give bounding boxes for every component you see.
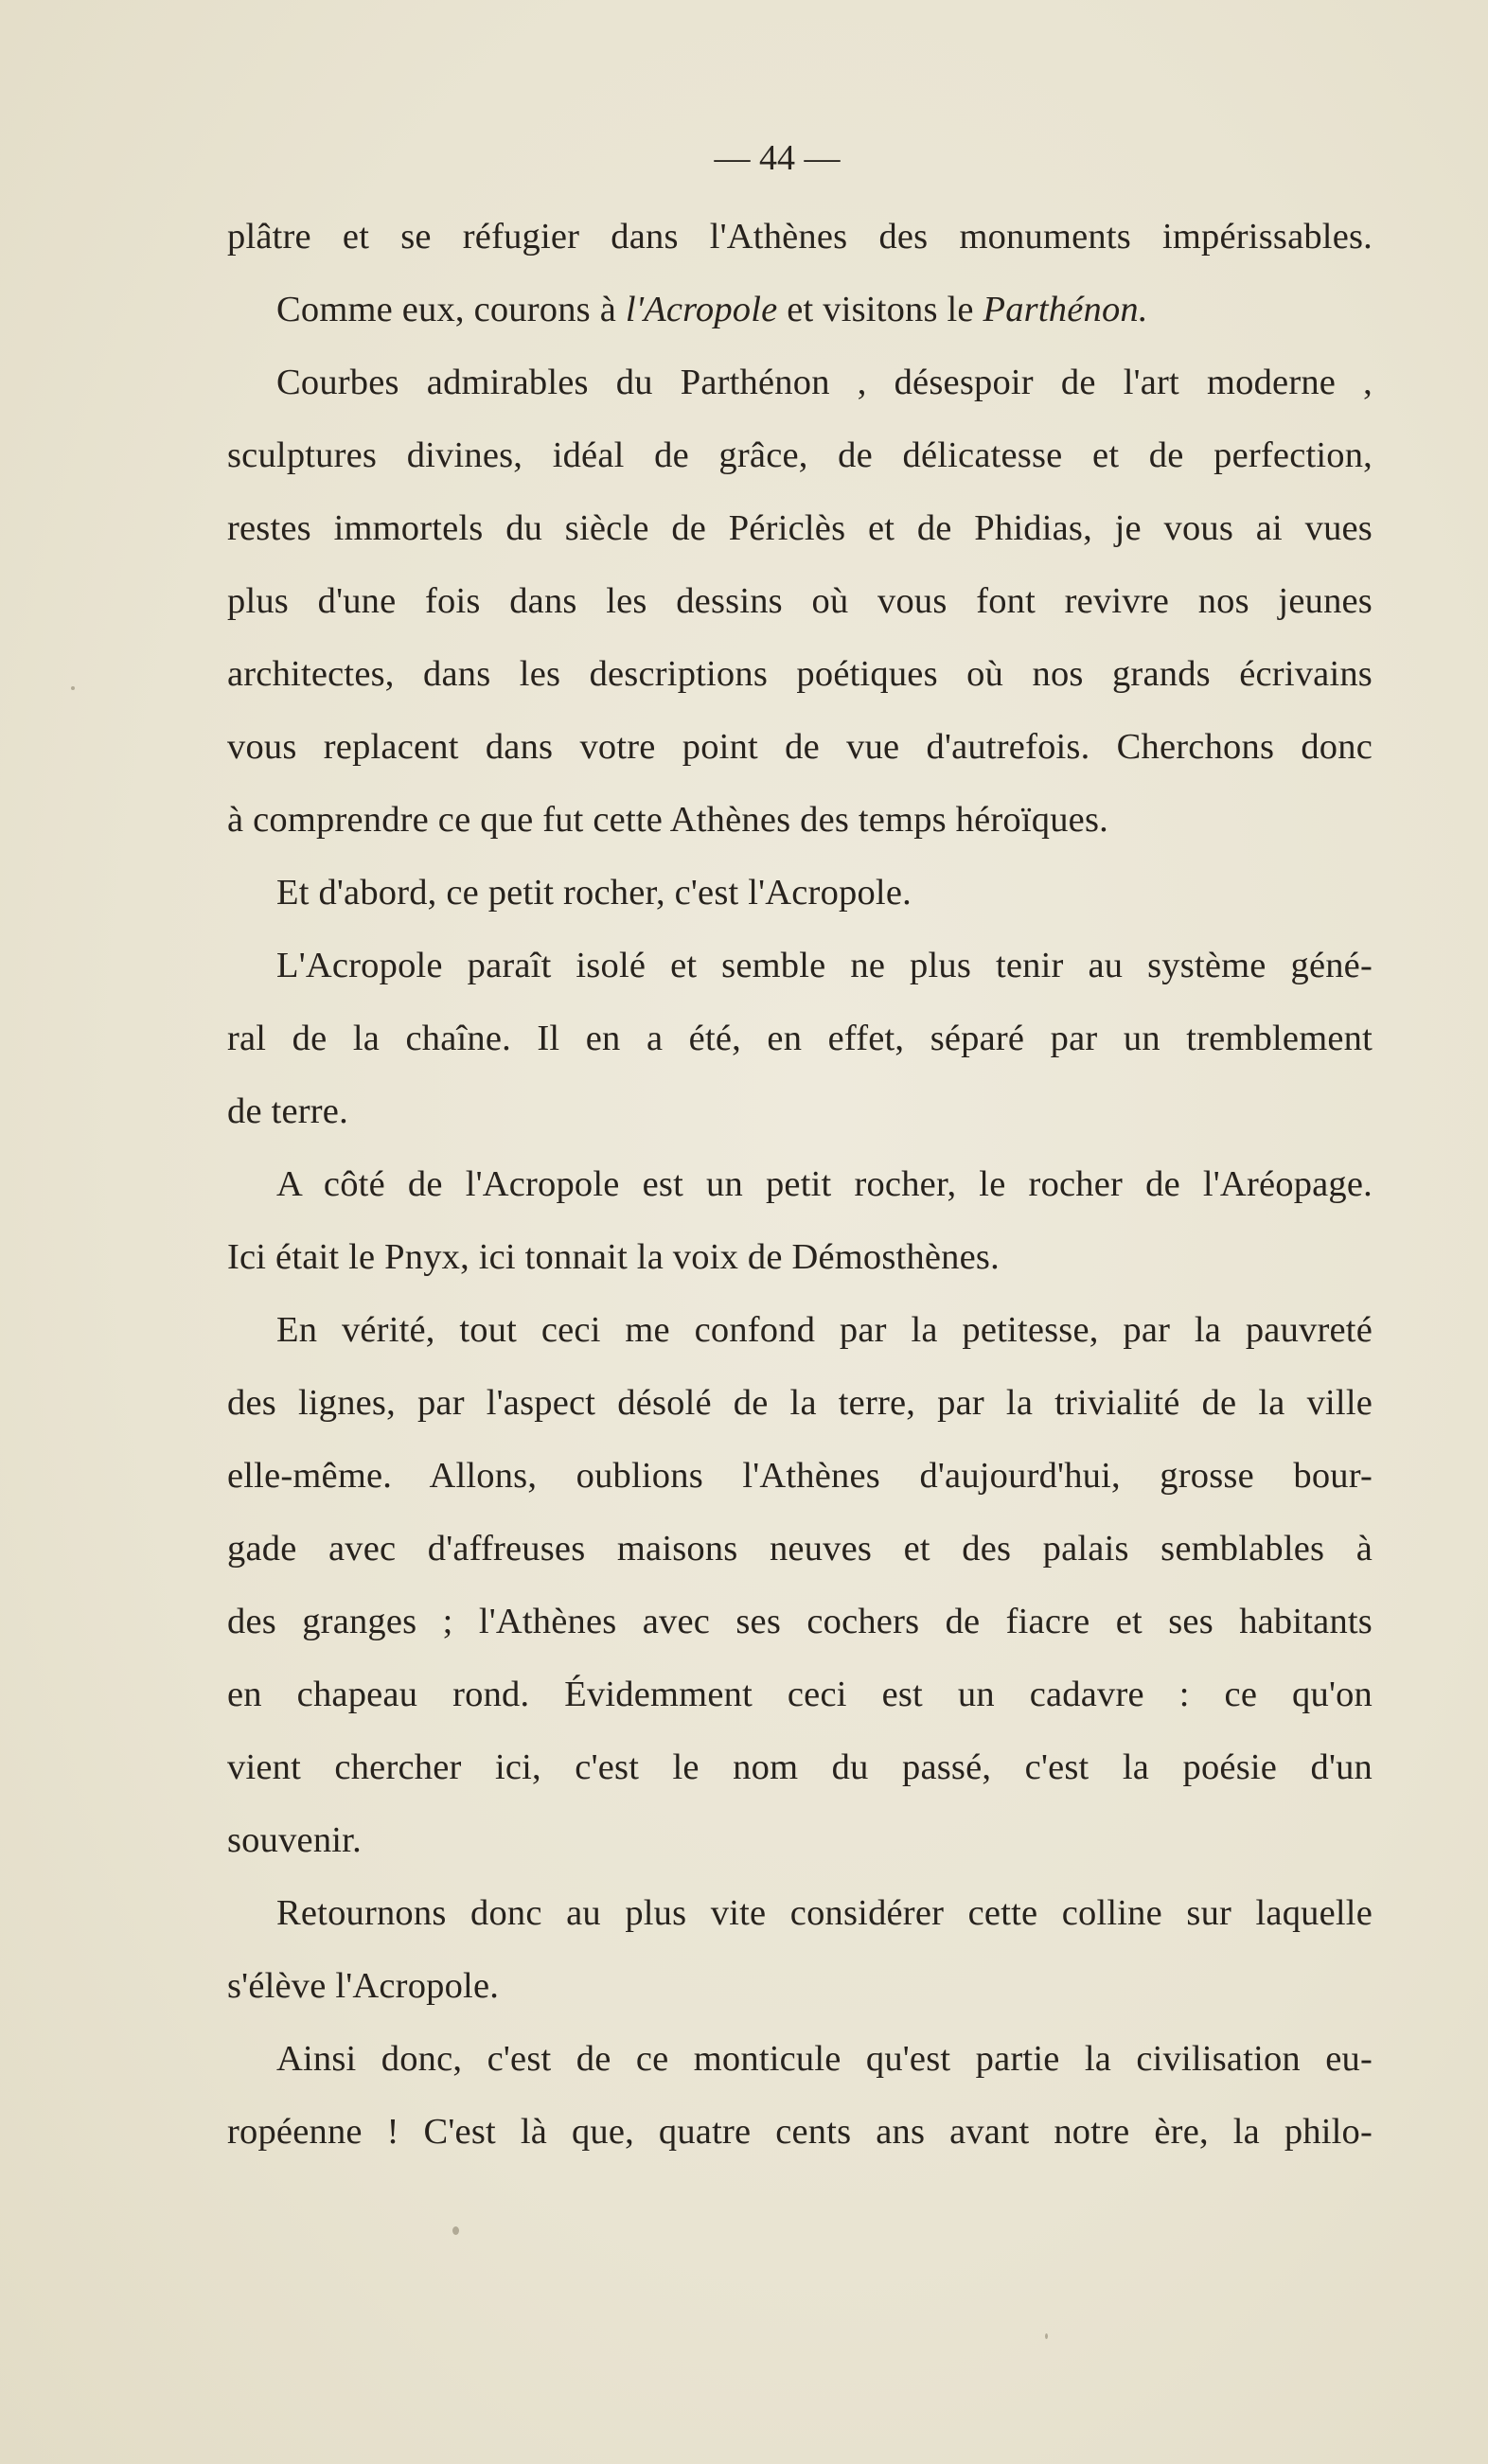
italic-term-parthenon: Parthénon. — [983, 290, 1148, 329]
text-line: des lignes, par l'aspect désolé de la terre, par la trivialité de la ville — [227, 1383, 1373, 1423]
text-line: Retournons donc au plus vite considérer cette colline sur laquelle — [276, 1893, 1373, 1933]
text-line: L'Acropole paraît isolé et semble ne plus tenir au système géné- — [276, 946, 1373, 985]
text-fragment: et visitons le — [777, 290, 983, 329]
text-line: elle-même. Allons, oublions l'Athènes d'aujourd'hui, grosse bour- — [227, 1456, 1373, 1496]
text-line: souvenir. — [227, 1820, 362, 1860]
text-line: de terre. — [227, 1091, 348, 1131]
page-body-text — [227, 201, 1373, 2169]
text-line: architectes, dans les descriptions poétiques où nos grands écrivains — [227, 654, 1373, 694]
text-line: gade avec d'affreuses maisons neuves et des palais semblables à — [227, 1529, 1373, 1569]
text-line: à comprendre ce que fut cette Athènes des temps héroïques. — [227, 800, 1108, 840]
paper-speck — [71, 686, 75, 690]
text-line: vous replacent dans votre point de vue d'autrefois. Cherchons donc — [227, 727, 1373, 767]
text-line — [227, 274, 1373, 346]
text-line: Ici était le Pnyx, ici tonnait la voix de Démosthènes. — [227, 1237, 1000, 1277]
text-line: ropéenne ! C'est là que, quatre cents ans avant notre ère, la philo- — [227, 2112, 1373, 2152]
text-line: Courbes admirables du Parthénon , désespoir de l'art moderne , — [276, 363, 1373, 402]
text-fragment: Comme eux, courons à — [276, 290, 626, 329]
italic-term-acropole: l'Acropole — [625, 290, 778, 329]
text-line: Et d'abord, ce petit rocher, c'est l'Acropole. — [276, 873, 912, 913]
paper-speck — [1045, 2333, 1048, 2339]
text-line: s'élève l'Acropole. — [227, 1966, 500, 2006]
text-line: ral de la chaîne. Il en a été, en effet, séparé par un tremblement — [227, 1019, 1373, 1058]
text-line: des granges ; l'Athènes avec ses cochers de fiacre et ses habitants — [227, 1602, 1373, 1641]
text-line: Ainsi donc, c'est de ce monticule qu'est partie la civilisation eu- — [276, 2039, 1373, 2079]
text-line: A côté de l'Acropole est un petit rocher, le rocher de l'Aréopage. — [276, 1164, 1373, 1204]
page-number: — 44 — — [714, 138, 841, 178]
text-line: restes immortels du siècle de Périclès et de Phidias, je vous ai vues — [227, 508, 1373, 548]
text-line: plâtre et se réfugier dans l'Athènes des monuments impérissables. — [227, 217, 1373, 257]
text-line: sculptures divines, idéal de grâce, de délicatesse et de perfection, — [227, 435, 1373, 475]
text-line: En vérité, tout ceci me confond par la petitesse, par la pauvreté — [276, 1310, 1373, 1350]
paper-speck — [452, 2226, 459, 2235]
text-line: en chapeau rond. Évidemment ceci est un cadavre : ce qu'on — [227, 1675, 1373, 1714]
text-line: plus d'une fois dans les dessins où vous font revivre nos jeunes — [227, 581, 1373, 621]
text-line: vient chercher ici, c'est le nom du passé, c'est la poésie d'un — [227, 1747, 1373, 1787]
